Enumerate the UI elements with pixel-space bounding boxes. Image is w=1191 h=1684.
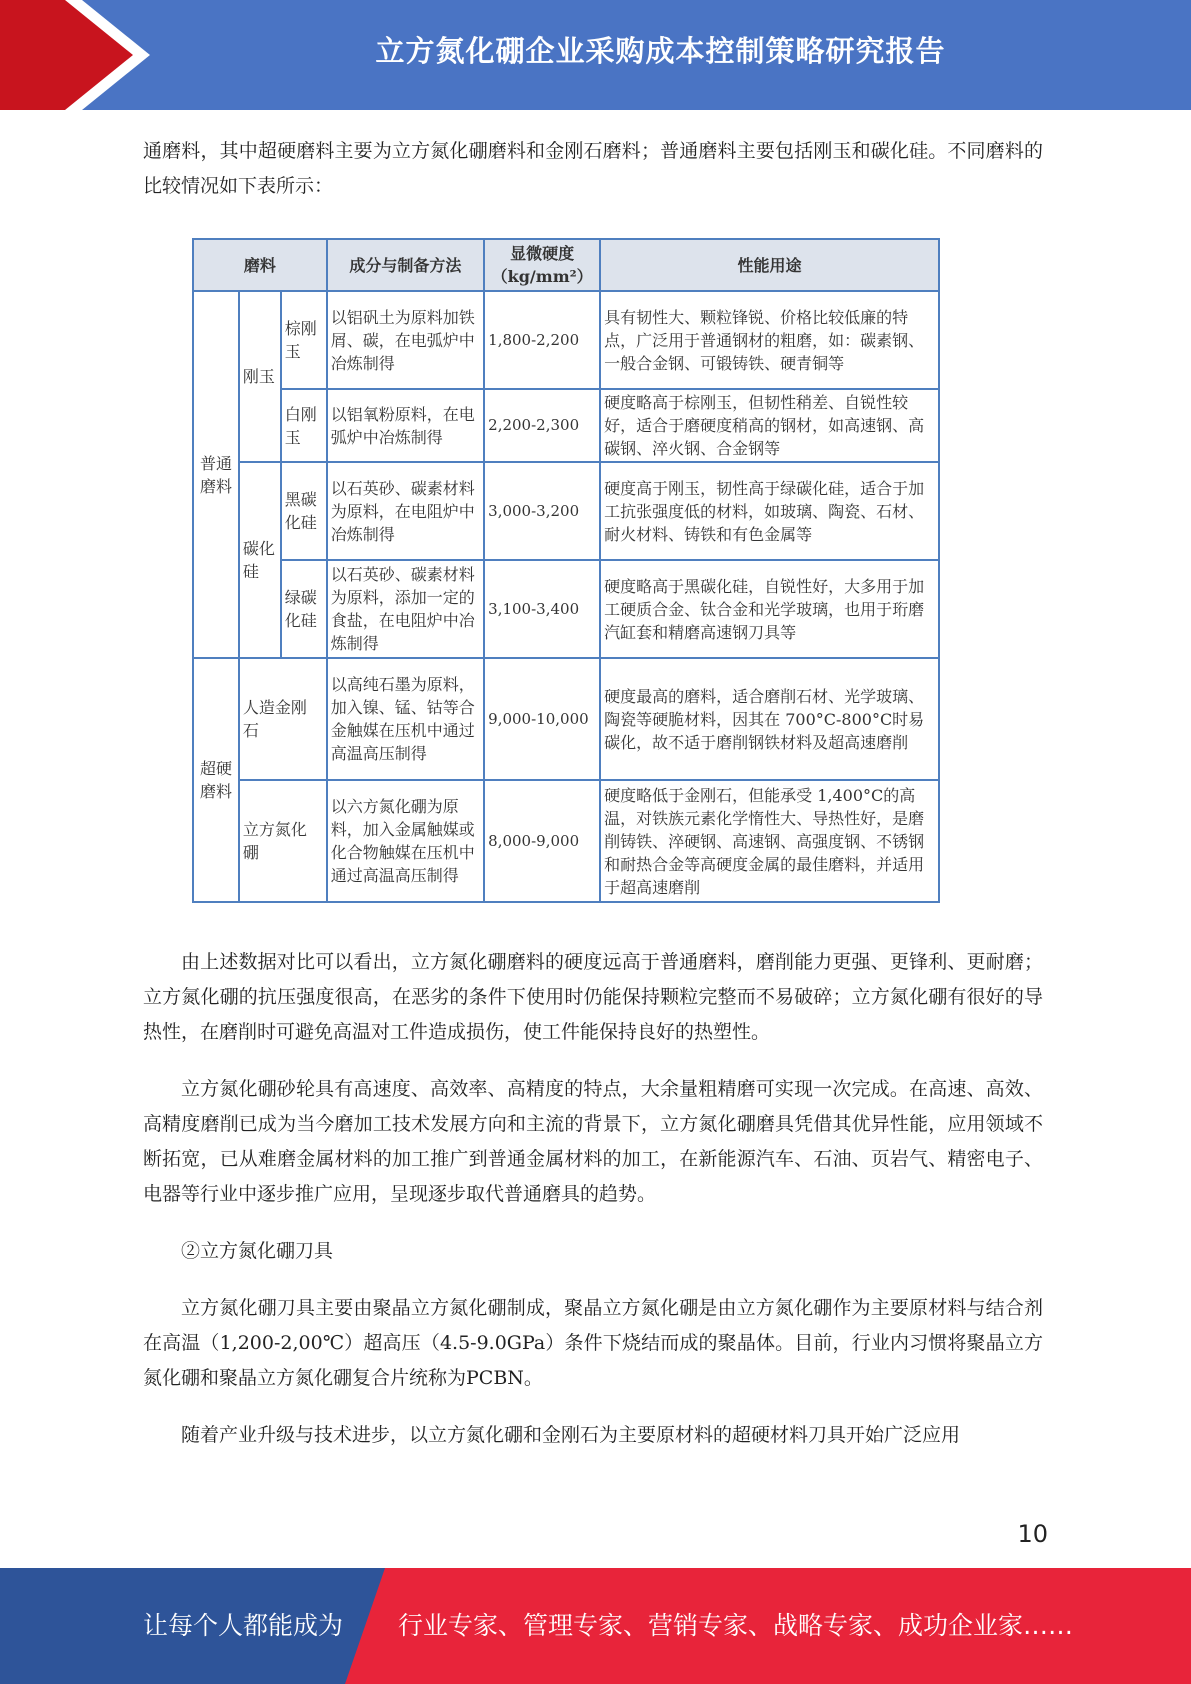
row-hardness: 3,000-3,200 <box>484 462 600 560</box>
header-method: 成分与制备方法 <box>327 239 484 291</box>
intro-block <box>143 134 1043 204</box>
sub-corundum: 刚玉 <box>239 291 281 462</box>
intro-paragraph: 通磨料，其中超硬磨料主要为立方氮化硼磨料和金刚石磨料；普通磨料主要包括刚玉和碳化硅。不同磨料的比较情况如下表所示： <box>143 140 1043 197</box>
row-method: 以石英砂、碳素材料为原料，在电阻炉中冶炼制得 <box>327 462 484 560</box>
row-hardness: 9,000-10,000 <box>484 658 600 780</box>
row-name: 人造金刚石 <box>239 658 327 780</box>
row-name: 白刚玉 <box>281 389 327 462</box>
row-use: 硬度略高于黑碳化硅，自锐性好，大多用于加工硬质合金、钛合金和光学玻璃，也用于珩磨汽缸套和精磨高速钢刀具等 <box>600 560 939 658</box>
table-row <box>193 291 939 389</box>
report-title: 立方氮化硼企业采购成本控制策略研究报告 <box>375 34 946 68</box>
section-heading-cutting-tools: ②立方氮化硼刀具 <box>181 1240 334 1262</box>
table-row <box>193 462 939 560</box>
row-method: 以石英砂、碳素材料为原料，添加一定的食盐，在电阻炉中冶炼制得 <box>327 560 484 658</box>
paragraph-industry-upgrade: 随着产业升级与技术进步，以立方氮化硼和金刚石为主要原材料的超硬材料刀具开始广泛应用 <box>181 1424 961 1446</box>
row-name: 黑碳化硅 <box>281 462 327 560</box>
row-method: 以六方氮化硼为原料，加入金属触媒或化合物触媒在压机中通过高温高压制得 <box>327 780 484 902</box>
row-name: 立方氮化硼 <box>239 780 327 902</box>
body-text <box>143 945 1043 1453</box>
row-name: 棕刚玉 <box>281 291 327 389</box>
row-use: 硬度略高于棕刚玉，但韧性稍差、自锐性较好，适合于磨硬度稍高的钢材，如高速钢、高碳钢、淬火钢、合金钢等 <box>600 389 939 462</box>
row-method: 以铝矾土为原料加铁屑、碳，在电弧炉中冶炼制得 <box>327 291 484 389</box>
header-hardness: 显微硬度（kg/mm²） <box>484 239 600 291</box>
page-number: 10 <box>1017 1520 1048 1548</box>
footer-slogan-right: 行业专家、管理专家、营销专家、战略专家、成功企业家…… <box>398 1611 1074 1640</box>
row-method: 以高纯石墨为原料，加入镍、锰、钴等合金触媒在压机中通过高温高压制得 <box>327 658 484 780</box>
table-row <box>193 780 939 902</box>
table-row <box>193 389 939 462</box>
row-name: 绿碳化硅 <box>281 560 327 658</box>
paragraph-pcbn: 立方氮化硼刀具主要由聚晶立方氮化硼制成，聚晶立方氮化硼是由立方氮化硼作为主要原材料与结合剂在高温（1,200-2,00℃）超高压（4.5-9.0GPa）条件下烧结而成的聚晶体。目前，行业内习惯将聚晶立方氮化硼和聚晶立方氮化硼复合片统称为PCBN。 <box>143 1297 1043 1389</box>
row-use: 硬度最高的磨料，适合磨削石材、光学玻璃、陶瓷等硬脆材料，因其在 700°C-800°C时易碳化，故不适于磨削钢铁材料及超高速磨削 <box>600 658 939 780</box>
table-row <box>193 560 939 658</box>
row-use: 硬度略低于金刚石，但能承受 1,400°C的高温，对铁族元素化学惰性大、导热性好，是磨削铸铁、淬硬钢、高速钢、高强度钢、不锈钢和耐热合金等高硬度金属的最佳磨料，并适用于超高速磨削 <box>600 780 939 902</box>
row-hardness: 3,100-3,400 <box>484 560 600 658</box>
sub-sic: 碳化硅 <box>239 462 281 658</box>
row-use: 硬度高于刚玉，韧性高于绿碳化硅，适合于加工抗张强度低的材料，如玻璃、陶瓷、石材、耐火材料、铸铁和有色金属等 <box>600 462 939 560</box>
footer-slogan-left: 让每个人都能成为 <box>143 1611 344 1640</box>
group-ordinary: 普通磨料 <box>193 291 239 658</box>
table-row <box>193 658 939 780</box>
header-abrasive: 磨料 <box>193 239 327 291</box>
row-use: 具有韧性大、颗粒锋锐、价格比较低廉的特点，广泛用于普通钢材的粗磨，如：碳素钢、一般合金钢、可锻铸铁、硬青铜等 <box>600 291 939 389</box>
abrasive-comparison-table <box>192 238 940 903</box>
table-header-row <box>193 239 939 291</box>
row-hardness: 8,000-9,000 <box>484 780 600 902</box>
page-header <box>0 0 1191 110</box>
paragraph-hardness-comparison: 由上述数据对比可以看出，立方氮化硼磨料的硬度远高于普通磨料，磨削能力更强、更锋利、更耐磨；立方氮化硼的抗压强度很高，在恶劣的条件下使用时仍能保持颗粒完整而不易破碎；立方氮化硼有很好的导热性，在磨削时可避免高温对工件造成损伤，使工件能保持良好的热塑性。 <box>143 951 1043 1043</box>
paragraph-grinding-wheel: 立方氮化硼砂轮具有高速度、高效率、高精度的特点，大余量粗精磨可实现一次完成。在高速、高效、高精度磨削已成为当今磨加工技术发展方向和主流的背景下，立方氮化硼磨具凭借其优异性能，应用领域不断拓宽，已从难磨金属材料的加工推广到普通金属材料的加工，在新能源汽车、石油、页岩气、精密电子、电器等行业中逐步推广应用，呈现逐步取代普通磨具的趋势。 <box>143 1078 1043 1205</box>
page-footer <box>0 1568 1191 1684</box>
group-superhard: 超硬磨料 <box>193 658 239 902</box>
row-hardness: 2,200-2,300 <box>484 389 600 462</box>
row-hardness: 1,800-2,200 <box>484 291 600 389</box>
row-method: 以铝氧粉原料，在电弧炉中冶炼制得 <box>327 389 484 462</box>
header-use: 性能用途 <box>600 239 939 291</box>
